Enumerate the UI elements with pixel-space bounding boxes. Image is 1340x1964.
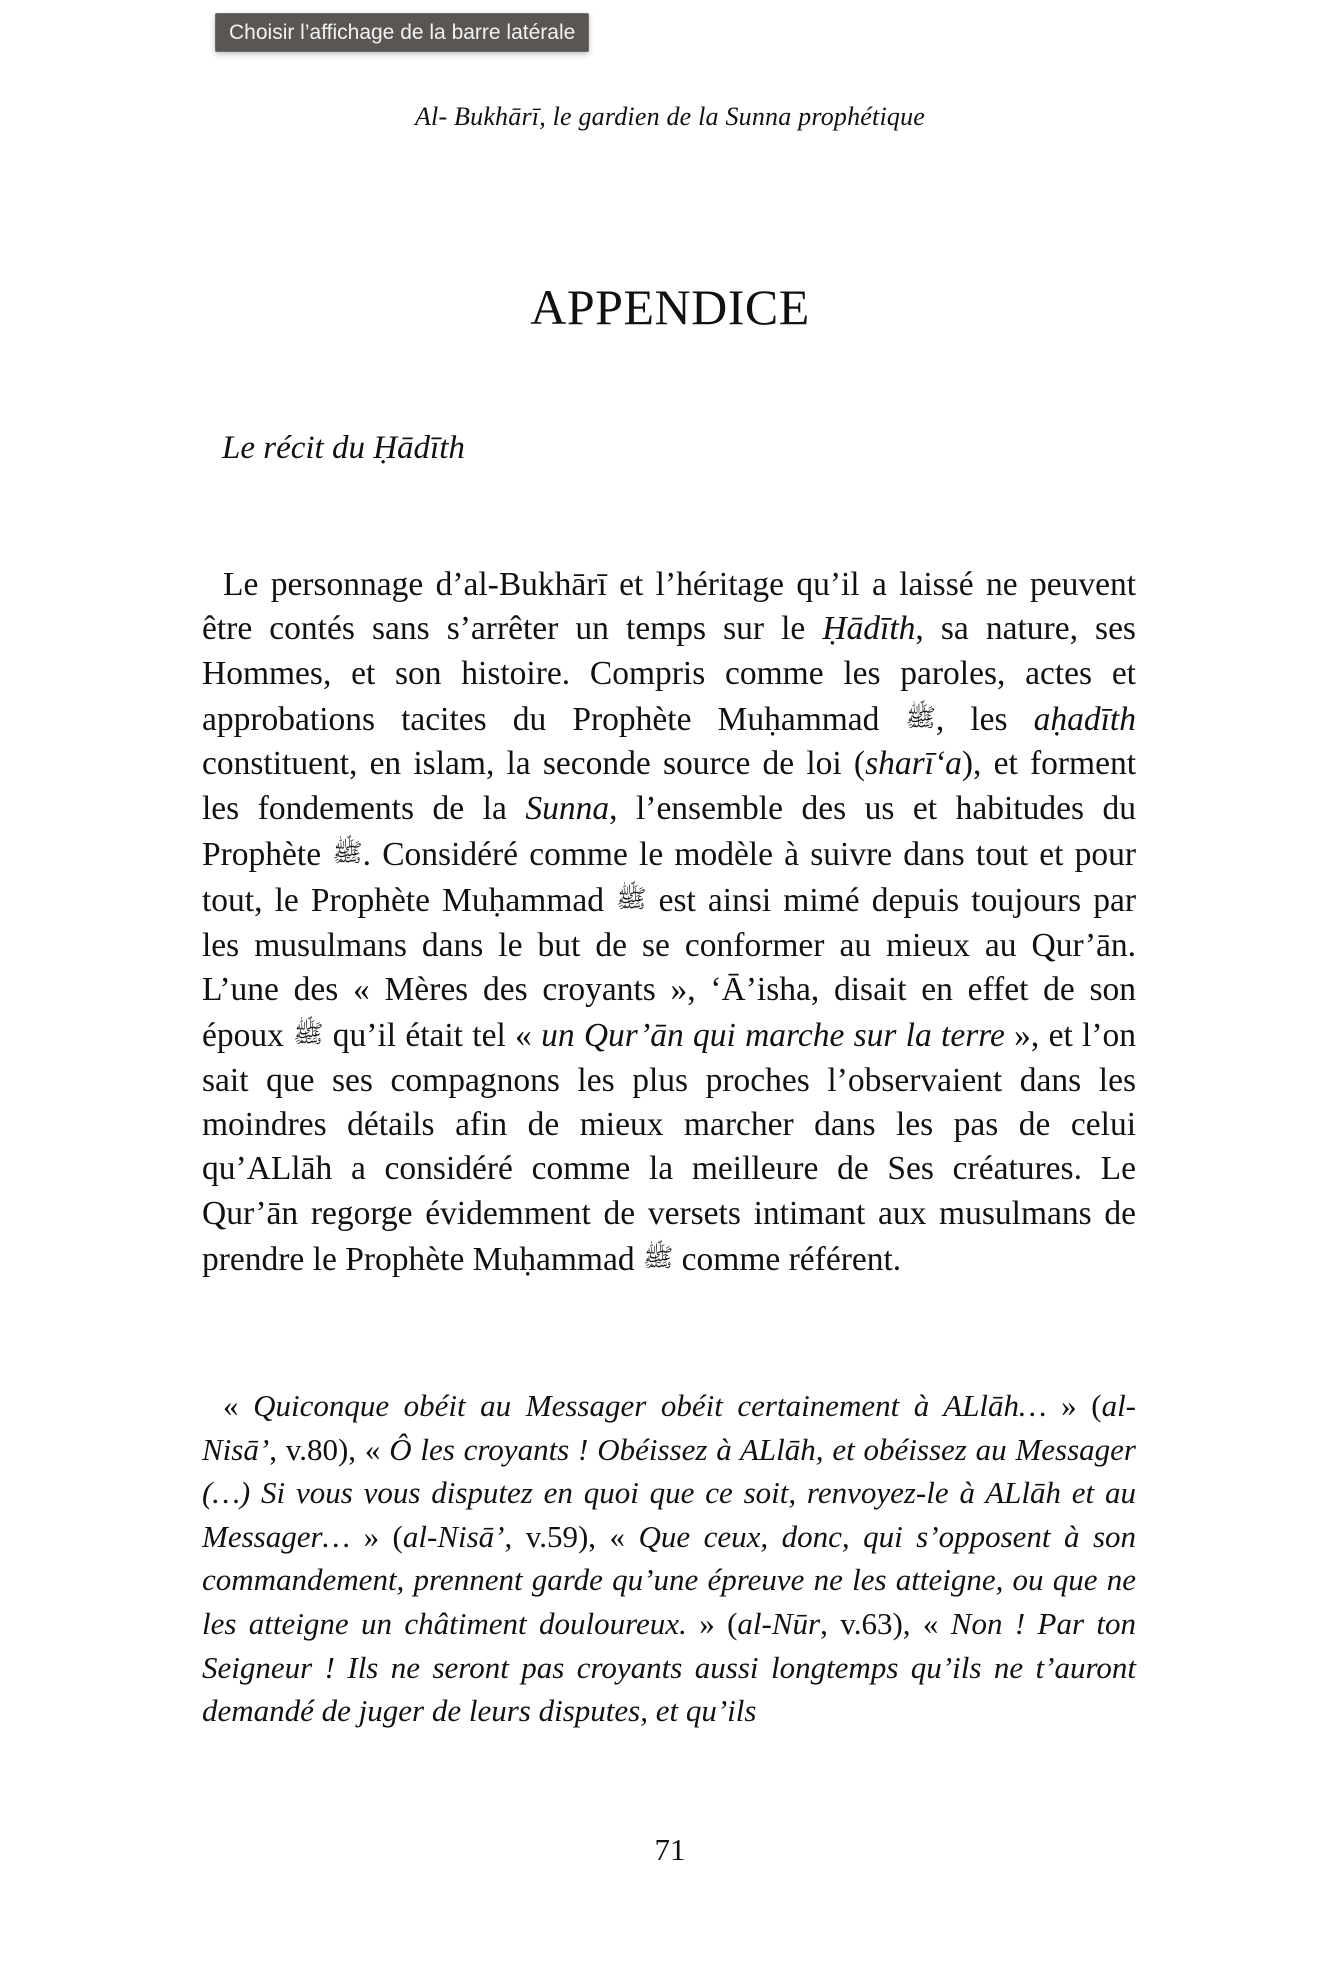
- text-run: , v.59), «: [504, 1518, 639, 1554]
- text-run: » (: [1046, 1388, 1102, 1423]
- text-run: constituent, en islam, la seconde source de loi (: [202, 745, 866, 783]
- page-title: APPENDICE: [530, 279, 810, 335]
- italic-text: Que ceux, donc, qui s’opposent à son commandement, prennent garde qu’une épreuve ne les atteigne, ou que ne les atteigne un châtiment douloureux.: [202, 1518, 1137, 1641]
- text-run: , l’ensemble des us et habitudes du Prophète: [202, 789, 1136, 873]
- italic-text: sharī‘a: [865, 745, 962, 783]
- text-run: est ainsi mimé depuis toujours par les musulmans dans le but de se conformer au mieux au Qur’ān. L’une des « Mères des croyants », ‘Ā’isha, disait en effet de son époux: [202, 882, 1137, 1055]
- body-paragraph: [202, 563, 1136, 1282]
- italic-text: Quiconque obéit au Messager obéit certainement à ALlāh…: [253, 1388, 1047, 1423]
- text-run: . Considéré comme le modèle à suivre dans tout et pour tout, le Prophète Muḥammad: [202, 835, 1136, 920]
- italic-text: Sunna: [525, 789, 610, 827]
- italic-text: Ḥādīth: [822, 610, 916, 648]
- honorific-symbol-icon: ﷺ: [616, 884, 647, 914]
- page-number: 71: [654, 1832, 686, 1867]
- sidebar-display-tooltip: Choisir l’affichage de la barre latérale: [215, 13, 589, 52]
- italic-text: Ô les croyants ! Obéissez à ALlāh, et obéissez au Messager (…) Si vous vous disputez en quoi que ce soit, renvoyez-le à ALlāh et au Messager…: [202, 1431, 1136, 1554]
- running-header: Al- Bukhārī, le gardien de la Sunna prophétique: [414, 102, 926, 131]
- text-run: ), et forment les fondements de la: [202, 745, 1136, 827]
- text-run: , v.63), «: [820, 1605, 951, 1641]
- text-run: , sa nature, ses Hommes, et son histoire. Compris comme les paroles, actes et approbations tacites du Prophète Muḥammad: [202, 610, 1136, 738]
- text-run: comme référent.: [673, 1240, 902, 1278]
- honorific-symbol-icon: ﷺ: [332, 838, 363, 868]
- text-run: , v.80), «: [269, 1431, 390, 1467]
- text-run: », et l’on sait que ses compagnons les plus proches l’observaient dans les moindres détails afin de mieux marcher dans les pas de celui qu’ALlāh a considéré comme la meilleure de Ses créatures. Le Qur’ān regorge évidemment de versets intimant aux musulmans de prendre le Prophète Muḥammad: [202, 1017, 1137, 1278]
- text-run: «: [223, 1388, 254, 1423]
- text-run: Le personnage d’al-Bukhārī et l’héritage qu’il a laissé ne peuvent être contés sans s’arrêter un temps sur le: [202, 566, 1136, 648]
- honorific-symbol-icon: ﷺ: [905, 703, 936, 733]
- honorific-symbol-icon: ﷺ: [293, 1019, 324, 1049]
- text-run: , les: [935, 700, 1034, 738]
- italic-text: al-Nisā’: [402, 1518, 505, 1554]
- section-title: Le récit du Ḥādīth: [222, 430, 465, 466]
- honorific-symbol-icon: ﷺ: [642, 1243, 674, 1273]
- italic-text: aḥadīth: [1033, 700, 1136, 738]
- italic-text: Non ! Par ton Seigneur ! Ils ne seront pas croyants aussi longtemps qu’ils ne t’auront demandé de juger de leurs disputes, et qu’ils: [202, 1605, 1137, 1729]
- italic-text: al-Nisā’: [202, 1388, 1136, 1467]
- italic-text: al-Nūr: [737, 1605, 821, 1641]
- text-run: » (: [350, 1518, 403, 1554]
- quote-paragraph: [202, 1384, 1136, 1733]
- text-run: » (: [686, 1605, 738, 1641]
- italic-text: un Qur’ān qui marche sur la terre: [541, 1017, 1005, 1055]
- text-run: qu’il était tel «: [323, 1017, 542, 1055]
